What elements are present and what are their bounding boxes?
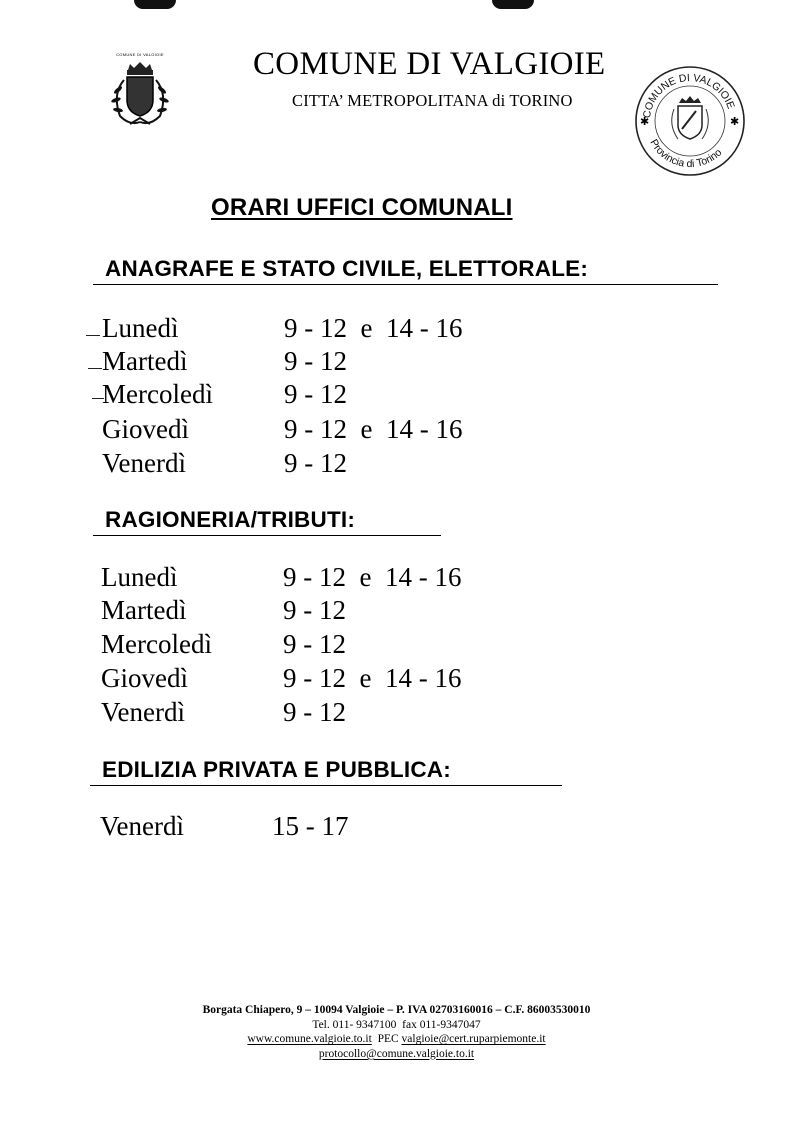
pen-mark	[86, 335, 100, 336]
hours-label: 9 - 12	[284, 448, 347, 478]
official-stamp	[632, 63, 748, 179]
stamp-text-top: COMUNE DI VALGIOIE	[641, 71, 737, 119]
hours-label: 9 - 12	[284, 379, 347, 409]
day-label: Mercoledì	[101, 629, 212, 659]
footer-phone: Tel. 011- 9347100 fax 011-9347047	[312, 1018, 481, 1031]
day-label: Giovedì	[101, 663, 188, 693]
hours-label: 9 - 12	[284, 346, 347, 376]
crest-caption: COMUNE DI VALGIOIE	[116, 52, 164, 57]
hours-label: 9 - 12 e 14 - 16	[283, 562, 462, 592]
pec-email-link[interactable]: valgioie@cert.ruparpiemonte.it	[401, 1033, 546, 1045]
section-heading-edilizia: EDILIZIA PRIVATA E PUBBLICA:	[90, 757, 562, 786]
hours-label: 9 - 12	[283, 697, 346, 727]
footer-address: Borgata Chiapero, 9 – 10094 Valgioie – P. IVA 02703160016 – C.F. 86003530010	[202, 1004, 591, 1016]
protocol-email-link[interactable]: protocollo@comune.valgioie.to.it	[318, 1047, 475, 1060]
day-label: Lunedì	[101, 562, 178, 592]
pen-mark	[88, 368, 102, 369]
stamp-text-bottom: Provincia di Torino	[647, 137, 725, 171]
pec-label: PEC	[377, 1033, 399, 1045]
hours-label: 9 - 12	[283, 595, 346, 625]
svg-text:✱: ✱	[730, 115, 740, 128]
hours-label: 9 - 12	[283, 629, 346, 659]
day-label: Mercoledì	[102, 379, 213, 409]
footer-links	[0, 1032, 793, 1047]
day-label: Lunedì	[102, 313, 179, 343]
day-label: Venerdì	[100, 811, 184, 841]
day-label: Venerdì	[101, 697, 185, 727]
day-label: Venerdì	[102, 448, 186, 478]
hours-label: 9 - 12 e 14 - 16	[283, 663, 462, 693]
municipal-crest	[100, 52, 180, 136]
day-label: Martedì	[102, 346, 188, 376]
hours-label: 9 - 12 e 14 - 16	[284, 313, 463, 343]
hours-label: 9 - 12 e 14 - 16	[284, 414, 463, 444]
main-heading: ORARI UFFICI COMUNALI	[211, 194, 513, 221]
page-subtitle: CITTA’ METROPOLITANA di TORINO	[292, 91, 573, 110]
website-link[interactable]: www.comune.valgioie.to.it	[247, 1033, 372, 1045]
section-heading-ragioneria: RAGIONERIA/TRIBUTI:	[93, 507, 441, 536]
stamp-icon	[632, 63, 748, 179]
page-title: COMUNE DI VALGIOIE	[253, 46, 606, 82]
section-heading-anagrafe: ANAGRAFE E STATO CIVILE, ELETTORALE:	[93, 256, 718, 285]
day-label: Giovedì	[102, 414, 189, 444]
scan-mark	[492, 0, 534, 9]
footer	[0, 1003, 793, 1061]
scan-mark	[134, 0, 176, 9]
svg-text:✱: ✱	[640, 115, 650, 128]
day-label: Martedì	[101, 595, 187, 625]
crest-icon	[100, 60, 180, 136]
hours-label: 15 - 17	[272, 811, 349, 841]
